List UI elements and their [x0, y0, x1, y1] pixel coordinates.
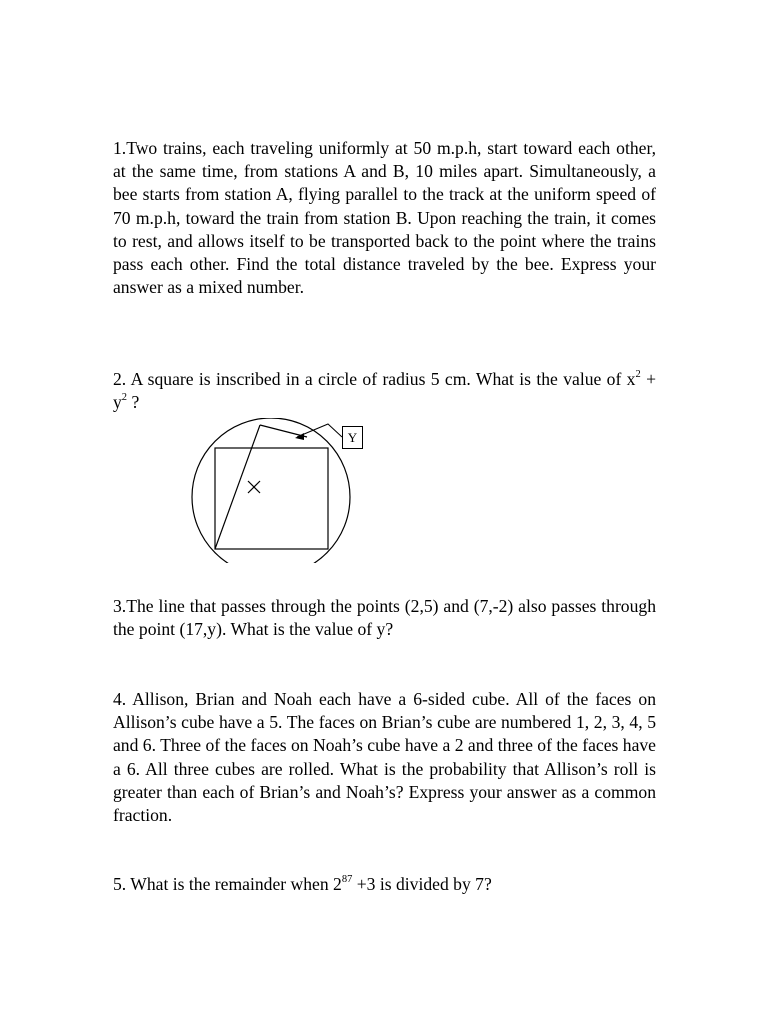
inscribed-square-figure — [185, 418, 365, 563]
question-2-text-b: + y — [113, 369, 656, 413]
circle — [192, 418, 350, 563]
question-4: 4. Allison, Brian and Noah each have a 6-sided cube. All of the faces on Allison’s cube have a 5. The faces on Brian’s cube are numbered 1, 2, 3, 4, 5 and 6. Three of the faces on Noah’s cube have a 2 and three of the faces have a 6. All three cubes are rolled. What is the probability that Allison’s roll is greater than each of Brian’s and Noah’s? Express your answer as a common fraction. — [113, 689, 656, 826]
question-5-exponent: 87 — [341, 874, 353, 885]
question-5 — [113, 873, 656, 896]
question-2-text-c: ? — [127, 392, 140, 413]
question-3: 3.The line that passes through the points (2,5) and (7,-2) also passes through the point (17,y). What is the value of y? — [113, 596, 656, 640]
question-5-text-a: 5. What is the remainder when 2 — [113, 874, 342, 894]
inscribed-square — [215, 448, 328, 549]
upper-chord-segment — [260, 425, 307, 437]
question-2-exponent-x: 2 — [635, 369, 641, 380]
question-2-text-a: 2. A square is inscribed in a circle of radius 5 cm. What is the value of x — [113, 369, 636, 389]
question-2-exponent-y: 2 — [121, 392, 128, 404]
x-mark — [248, 481, 260, 493]
callout-label-y: Y — [342, 426, 363, 449]
question-1: 1.Two trains, each traveling uniformly at 50 m.p.h, start toward each other, at the same time, from stations A and B, 10 miles apart. Simultaneously, a bee starts from station A, flying parallel to the track at the uniform speed of 70 m.p.h, toward the train from station B. Upon reaching the train, it comes to rest, and allows itself to be transported back to the point where the trains pass each other. Find the total distance traveled by the bee. Express your answer as a mixed number. — [113, 138, 656, 298]
question-2 — [113, 368, 656, 414]
question-5-text-b: +3 is divided by 7? — [352, 874, 492, 894]
